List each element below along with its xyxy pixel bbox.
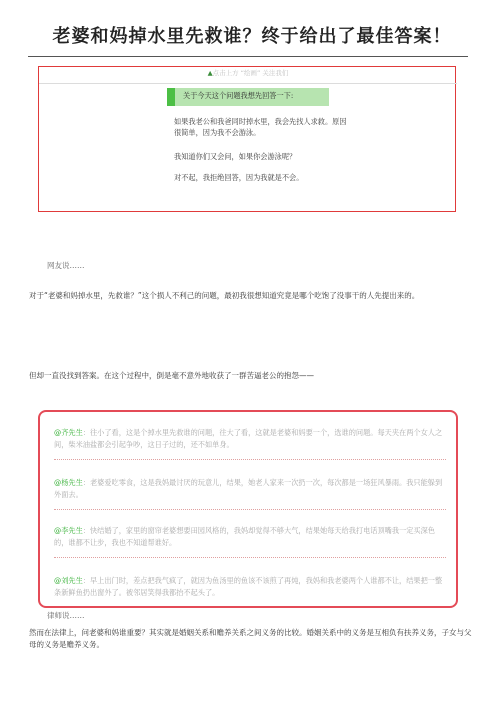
comment-text: ：老婆爱吃零食，这是我妈最讨厌的玩意儿，结果，她老人家来一次扔一次，每次都是一场狂风暴雨。我只能躲到外面去。 xyxy=(54,478,443,499)
comment-qi xyxy=(54,427,446,451)
comment-yang xyxy=(54,477,446,501)
netizen-caption: 网友说…… xyxy=(47,261,85,270)
paragraph-complaints-intro: 但却一直没找到答案。在这个过程中，倒是毫不意外地收获了一群苦逼老公的抱怨—— xyxy=(29,371,314,380)
comment-author: @刘先生 xyxy=(54,576,83,585)
follow-banner-text: 点击上方 “绘画” 关注我们 xyxy=(212,69,289,77)
comment-li xyxy=(54,525,446,549)
follow-banner[interactable] xyxy=(39,67,457,79)
comment-text: ：往小了看，这是个掉水里先救谁的问题，往大了看，这就是老婆和妈要一个，选谁的问题。每天夹在两个女人之间，柴米油盐都会引起争吵，这日子过的，还不如单身。 xyxy=(54,428,443,449)
qa-paragraph-2: 我知道你们又会问，如果你会游泳呢？ xyxy=(174,152,297,161)
comments-box xyxy=(38,410,458,608)
qa-heading-block xyxy=(167,88,329,106)
qa-paragraph-3: 对不起，我拒绝回答，因为我就是不会。 xyxy=(174,173,304,182)
intro-box xyxy=(38,66,456,212)
paragraph-law: 然而在法律上，问老婆和妈谁重要？其实就是婚姻关系和赡养关系之间义务的比较。婚姻关系中的义务是互相负有扶养义务，子女与父母的义务是赡养义务。 xyxy=(29,628,472,649)
comment-divider xyxy=(54,509,446,510)
comment-divider xyxy=(54,459,446,460)
paragraph-question-origin: 对于“老婆和妈掉水里，先救谁？”这个损人不利己的问题，最初我很想知道究竟是哪个吃饱了没事干的人先提出来的。 xyxy=(29,291,420,300)
lawyer-caption: 律师说…… xyxy=(47,611,85,620)
qa-paragraph-1: 如果我老公和我爸同时掉水里，我会先找人求救。原因很简单，因为我不会游泳。 xyxy=(174,117,347,137)
comment-author: @杨先生 xyxy=(54,478,83,487)
comment-divider xyxy=(54,557,446,558)
follow-divider xyxy=(39,83,457,84)
title-divider xyxy=(28,56,468,57)
qa-heading: 关于今天这个问题我想先回答一下: xyxy=(183,91,294,100)
comment-author: @齐先生 xyxy=(54,428,83,437)
comment-text: ：快结婚了，家里的窗帘老婆想要田园风格的，我妈却觉得不够大气，结果她每天给我打电话顶嘴我一定买深色的，谁都不让步，我也不知道帮谁好。 xyxy=(54,526,435,547)
page-title: 老婆和妈掉水里先救谁？终于给出了最佳答案！ xyxy=(52,26,452,47)
comment-author: @李先生 xyxy=(54,526,83,535)
triangle-up-icon: ▲ xyxy=(207,69,213,77)
comment-liu xyxy=(54,575,446,599)
comment-text: ：早上出门时，差点把我气疯了，就因为鱼汤里的鱼该不该煎了再炖，我妈和我老婆两个人谁都不让，结果把一整条新鲜鱼扔出窗外了。被邻居笑得我都抬不起头了。 xyxy=(54,576,443,597)
